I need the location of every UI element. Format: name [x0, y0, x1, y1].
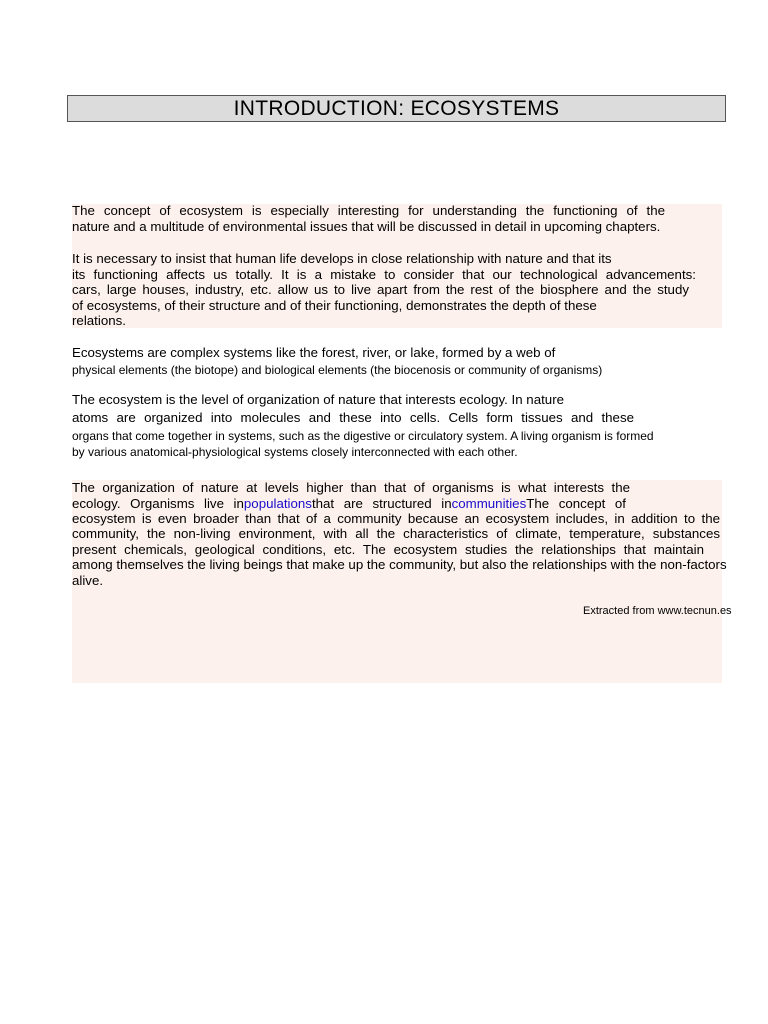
source-credit: Extracted from www.tecnun.es [583, 605, 732, 617]
paragraph-5-line-2-text-c: The concept of [526, 496, 626, 511]
paragraph-4-line-2: atoms are organized into molecules and these into cells. Cells form tissues and these [72, 410, 634, 425]
paragraph-5-line-6: among themselves the living beings that make up the community, but also the relationships with the non-factors [72, 557, 727, 572]
paragraph-1-line-2: nature and a multitude of environmental issues that will be discussed in detail in upcoming chapters. [72, 219, 661, 234]
paragraph-5-line-2-text-b: that are structured in [311, 496, 452, 511]
populations-link[interactable]: populations [243, 496, 312, 511]
paragraph-3-line-2: physical elements (the biotope) and biological elements (the biocenosis or community of organisms) [72, 363, 603, 377]
paragraph-5-line-2 [72, 496, 626, 512]
paragraph-5-line-1: The organization of nature at levels higher than that of organisms is what interests the [72, 480, 630, 495]
paragraph-5-line-7: alive. [72, 573, 104, 588]
paragraph-2-line-1: It is necessary to insist that human life develops in close relationship with nature and that its [72, 251, 612, 266]
paragraph-5-line-5: present chemicals, geological conditions, etc. The ecosystem studies the relationships that maintain [72, 542, 704, 557]
paragraph-2-line-4: of ecosystems, of their structure and of their functioning, demonstrates the depth of these [72, 298, 597, 313]
paragraph-3-line-1: Ecosystems are complex systems like the forest, river, or lake, formed by a web of [72, 345, 556, 360]
paragraph-5-line-2-text-a: ecology. Organisms live in [72, 496, 244, 511]
paragraph-2-line-3: cars, large houses, industry, etc. allow us to live apart from the rest of the biosphere and the study [72, 282, 689, 297]
page-title: INTRODUCTION: ECOSYSTEMS [67, 95, 726, 122]
paragraph-4-line-1: The ecosystem is the level of organization of nature that interests ecology. In nature [72, 392, 565, 407]
paragraph-2-line-2: its functioning affects us totally. It is a mistake to consider that our technological advancements: [72, 267, 696, 282]
paragraph-2-line-5: relations. [72, 313, 126, 328]
paragraph-5-line-3: ecosystem is even broader than that of a community because an ecosystem includes, in addition to the [72, 511, 720, 526]
paragraph-1-line-1: The concept of ecosystem is especially interesting for understanding the functioning of the [72, 203, 665, 218]
paragraph-4-line-3: organs that come together in systems, such as the digestive or circulatory system. A living organism is formed [72, 429, 654, 443]
paragraph-4-line-4: by various anatomical-physiological systems closely interconnected with each other. [72, 445, 518, 459]
paragraph-5-line-4: community, the non-living environment, with all the characteristics of climate, temperature, substances [72, 526, 720, 541]
communities-link[interactable]: communities [451, 496, 527, 511]
